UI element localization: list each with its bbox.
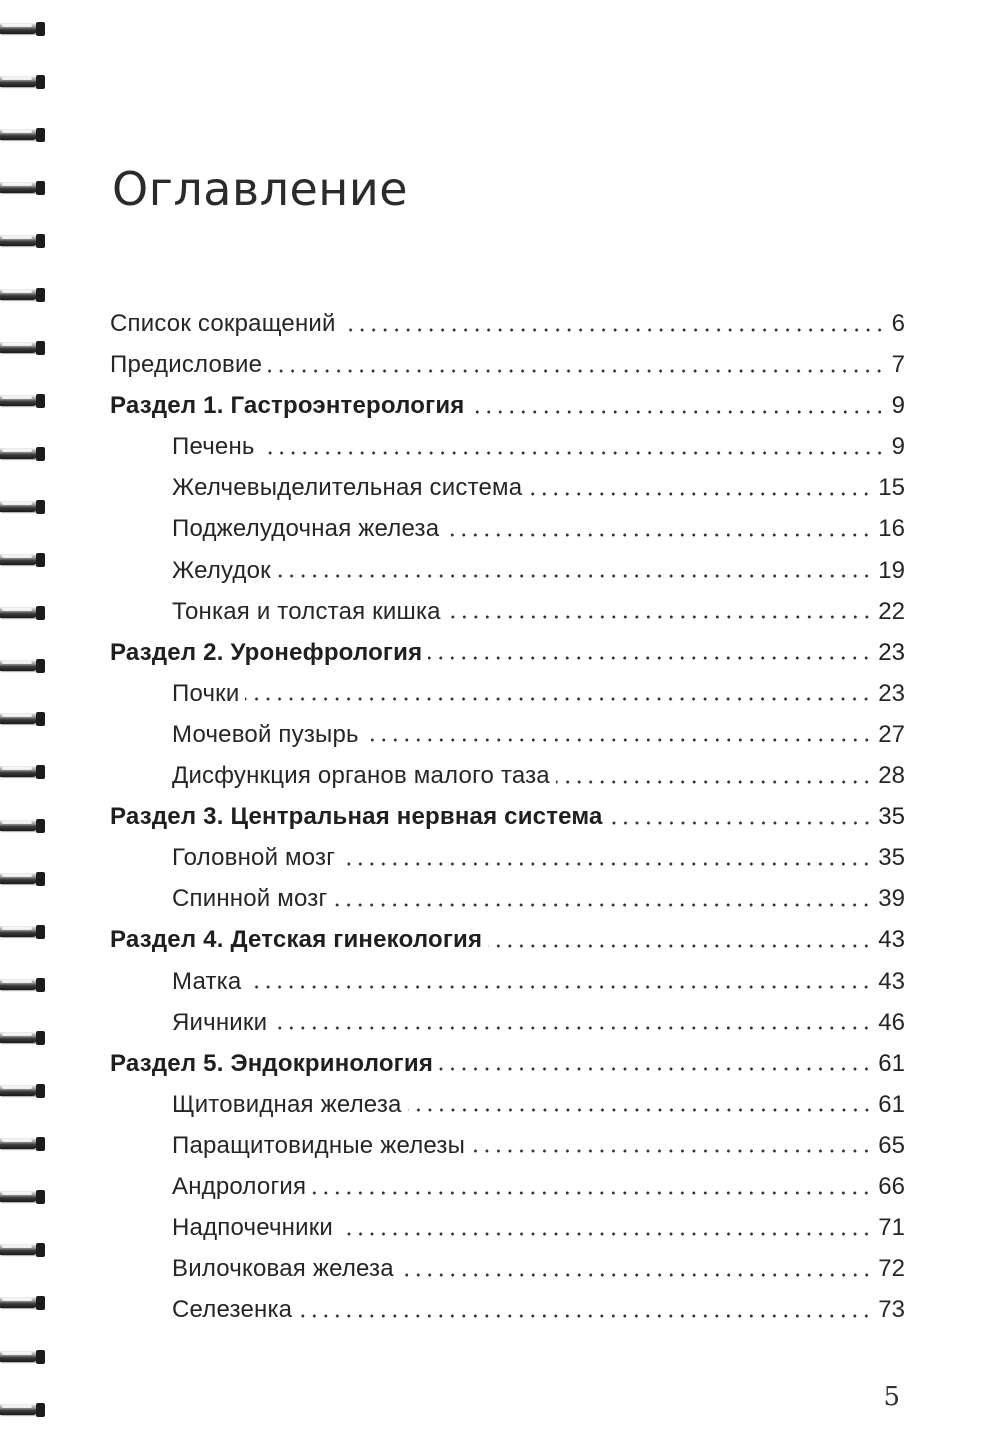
toc-entry-page: 65: [878, 1131, 905, 1159]
spiral-ring: [0, 976, 46, 994]
dot-leader: [471, 1148, 872, 1154]
dot-leader: [428, 655, 872, 661]
toc-entry-page: 73: [878, 1296, 905, 1324]
toc-entry-label: Почки: [172, 679, 240, 707]
toc-entry[interactable]: [110, 344, 905, 385]
dot-leader: [556, 779, 872, 785]
toc-subentry[interactable]: [110, 1002, 905, 1043]
toc-subentry[interactable]: [110, 961, 905, 1002]
toc-entry-label: Щитовидная железа: [172, 1090, 402, 1118]
toc-entry-page: 9: [891, 392, 905, 420]
toc-subentry[interactable]: [110, 878, 905, 919]
dot-leader: [439, 1066, 872, 1072]
spiral-ring: [0, 445, 46, 463]
spiral-ring: [0, 923, 46, 941]
spiral-ring: [0, 710, 46, 728]
toc-subentry[interactable]: [110, 714, 905, 755]
toc-entry-label: Предисловие: [110, 351, 263, 379]
toc-entry-page: 27: [878, 720, 905, 748]
toc-entry-label: Паращитовидные железы: [172, 1131, 466, 1159]
toc-subentry[interactable]: [110, 508, 905, 549]
toc-entry-label: Головной мозг: [172, 844, 336, 872]
dot-leader: [471, 409, 885, 415]
toc-section-heading[interactable]: [110, 919, 905, 960]
spiral-ring: [0, 1188, 46, 1206]
toc-entry-label: Поджелудочная железа: [172, 515, 440, 543]
spiral-ring: [0, 1082, 46, 1100]
spiral-ring: [0, 339, 46, 357]
dot-leader: [365, 737, 873, 743]
toc-subentry[interactable]: [110, 1166, 905, 1207]
toc-section-heading[interactable]: [110, 1043, 905, 1084]
toc-entry-label: Раздел 3. Центральная нервная система: [110, 803, 603, 831]
toc-entry-label: Яичники: [172, 1008, 268, 1036]
spiral-ring: [0, 763, 46, 781]
spiral-ring: [0, 392, 46, 410]
toc-entry-page: 39: [878, 885, 905, 913]
dot-leader: [447, 614, 873, 620]
toc-subentry[interactable]: [110, 837, 905, 878]
dot-leader: [247, 984, 872, 990]
toc-entry-label: Надпочечники: [172, 1214, 334, 1242]
toc-entry-label: Раздел 1. Гастроэнтерология: [110, 392, 465, 420]
dot-leader: [261, 450, 885, 456]
toc-entry-page: 15: [878, 474, 905, 502]
spiral-ring: [0, 73, 46, 91]
toc-entry-page: 61: [878, 1049, 905, 1077]
spiral-ring: [0, 498, 46, 516]
toc-subentry[interactable]: [110, 755, 905, 796]
toc-section-heading[interactable]: [110, 796, 905, 837]
dot-leader: [339, 1231, 872, 1237]
spiral-binding: [0, 0, 60, 1442]
toc-entry-page: 6: [891, 310, 905, 337]
spiral-ring: [0, 551, 46, 569]
dot-leader: [400, 1272, 872, 1278]
dot-leader: [312, 1190, 872, 1196]
toc-entry-label: Список сокращений: [110, 310, 336, 337]
toc-subentry[interactable]: [110, 591, 905, 632]
toc-subentry[interactable]: [110, 1084, 905, 1125]
dot-leader: [408, 1107, 873, 1113]
dot-leader: [528, 491, 872, 497]
toc-section-heading[interactable]: [110, 385, 905, 426]
dot-leader: [298, 1313, 872, 1319]
page-title: Оглавление: [112, 162, 409, 216]
toc-section-heading[interactable]: [110, 632, 905, 673]
toc-entry-label: Дисфункция органов малого таза: [172, 762, 550, 790]
spiral-ring: [0, 870, 46, 888]
toc-entry-label: Тонкая и толстая кишка: [172, 597, 441, 625]
spiral-ring: [0, 232, 46, 250]
toc-entry-label: Вилочковая железа: [172, 1255, 394, 1283]
dot-leader: [341, 861, 872, 867]
dot-leader: [268, 368, 885, 374]
toc-entry-label: Спинной мозг: [172, 885, 328, 913]
toc-subentry[interactable]: [110, 1289, 905, 1330]
toc-entry-label: Матка: [172, 967, 242, 995]
toc-subentry[interactable]: [110, 426, 905, 467]
spiral-ring: [0, 1294, 46, 1312]
dot-leader: [445, 532, 872, 538]
toc-entry-page: 23: [878, 679, 905, 707]
spiral-ring: [0, 1135, 46, 1153]
toc-entry-page: 28: [878, 762, 905, 790]
toc-entry-label: Печень: [172, 433, 255, 461]
toc-entry-page: 7: [891, 351, 905, 379]
toc-subentry[interactable]: [110, 673, 905, 714]
spiral-ring: [0, 179, 46, 197]
toc-entry-label: Раздел 2. Уронефрология: [110, 638, 423, 666]
toc-entry-page: 61: [878, 1090, 905, 1118]
spiral-ring: [0, 1401, 46, 1419]
toc-entry-page: 9: [891, 433, 905, 461]
spiral-ring: [0, 20, 46, 38]
toc-entry-page: 43: [878, 926, 905, 954]
dot-leader: [245, 696, 872, 702]
dot-leader: [488, 943, 872, 949]
toc-subentry[interactable]: [110, 1248, 905, 1289]
toc-entry-page: 46: [878, 1008, 905, 1036]
toc-entry-page: 35: [878, 844, 905, 872]
spiral-ring: [0, 657, 46, 675]
toc-entry-label: Раздел 4. Детская гинекология: [110, 926, 483, 954]
toc-entry-label: Селезенка: [172, 1296, 293, 1324]
toc-entry-label: Желудок: [172, 556, 271, 584]
toc-entry-page: 23: [878, 638, 905, 666]
toc-subentry[interactable]: [110, 550, 905, 591]
toc-subentry[interactable]: [110, 1125, 905, 1166]
page-number: 5: [883, 1382, 900, 1412]
dot-leader: [609, 820, 873, 826]
spiral-ring: [0, 1348, 46, 1366]
spiral-ring: [0, 604, 46, 622]
toc-entry-page: 72: [878, 1255, 905, 1283]
spiral-ring: [0, 817, 46, 835]
toc-entry[interactable]: [110, 303, 905, 344]
spiral-ring: [0, 286, 46, 304]
dot-leader: [333, 902, 872, 908]
spiral-ring: [0, 1029, 46, 1047]
toc-entry-label: Желчевыделительная система: [172, 474, 523, 502]
toc-entry-page: 71: [878, 1214, 905, 1242]
toc-entry-page: 16: [878, 515, 905, 543]
toc-entry-page: 35: [878, 803, 905, 831]
spiral-ring: [0, 1241, 46, 1259]
table-of-contents: [110, 303, 905, 1330]
toc-entry-page: 22: [878, 597, 905, 625]
toc-subentry[interactable]: [110, 467, 905, 508]
toc-entry-label: Раздел 5. Эндокринология: [110, 1049, 434, 1077]
toc-entry-label: Мочевой пузырь: [172, 720, 359, 748]
toc-entry-label: Андрология: [172, 1172, 307, 1200]
dot-leader: [342, 327, 885, 333]
toc-subentry[interactable]: [110, 1207, 905, 1248]
toc-entry-page: 19: [878, 556, 905, 584]
dot-leader: [273, 1025, 872, 1031]
spiral-ring: [0, 126, 46, 144]
toc-entry-page: 66: [878, 1172, 905, 1200]
toc-entry-page: 43: [878, 967, 905, 995]
dot-leader: [277, 573, 872, 579]
